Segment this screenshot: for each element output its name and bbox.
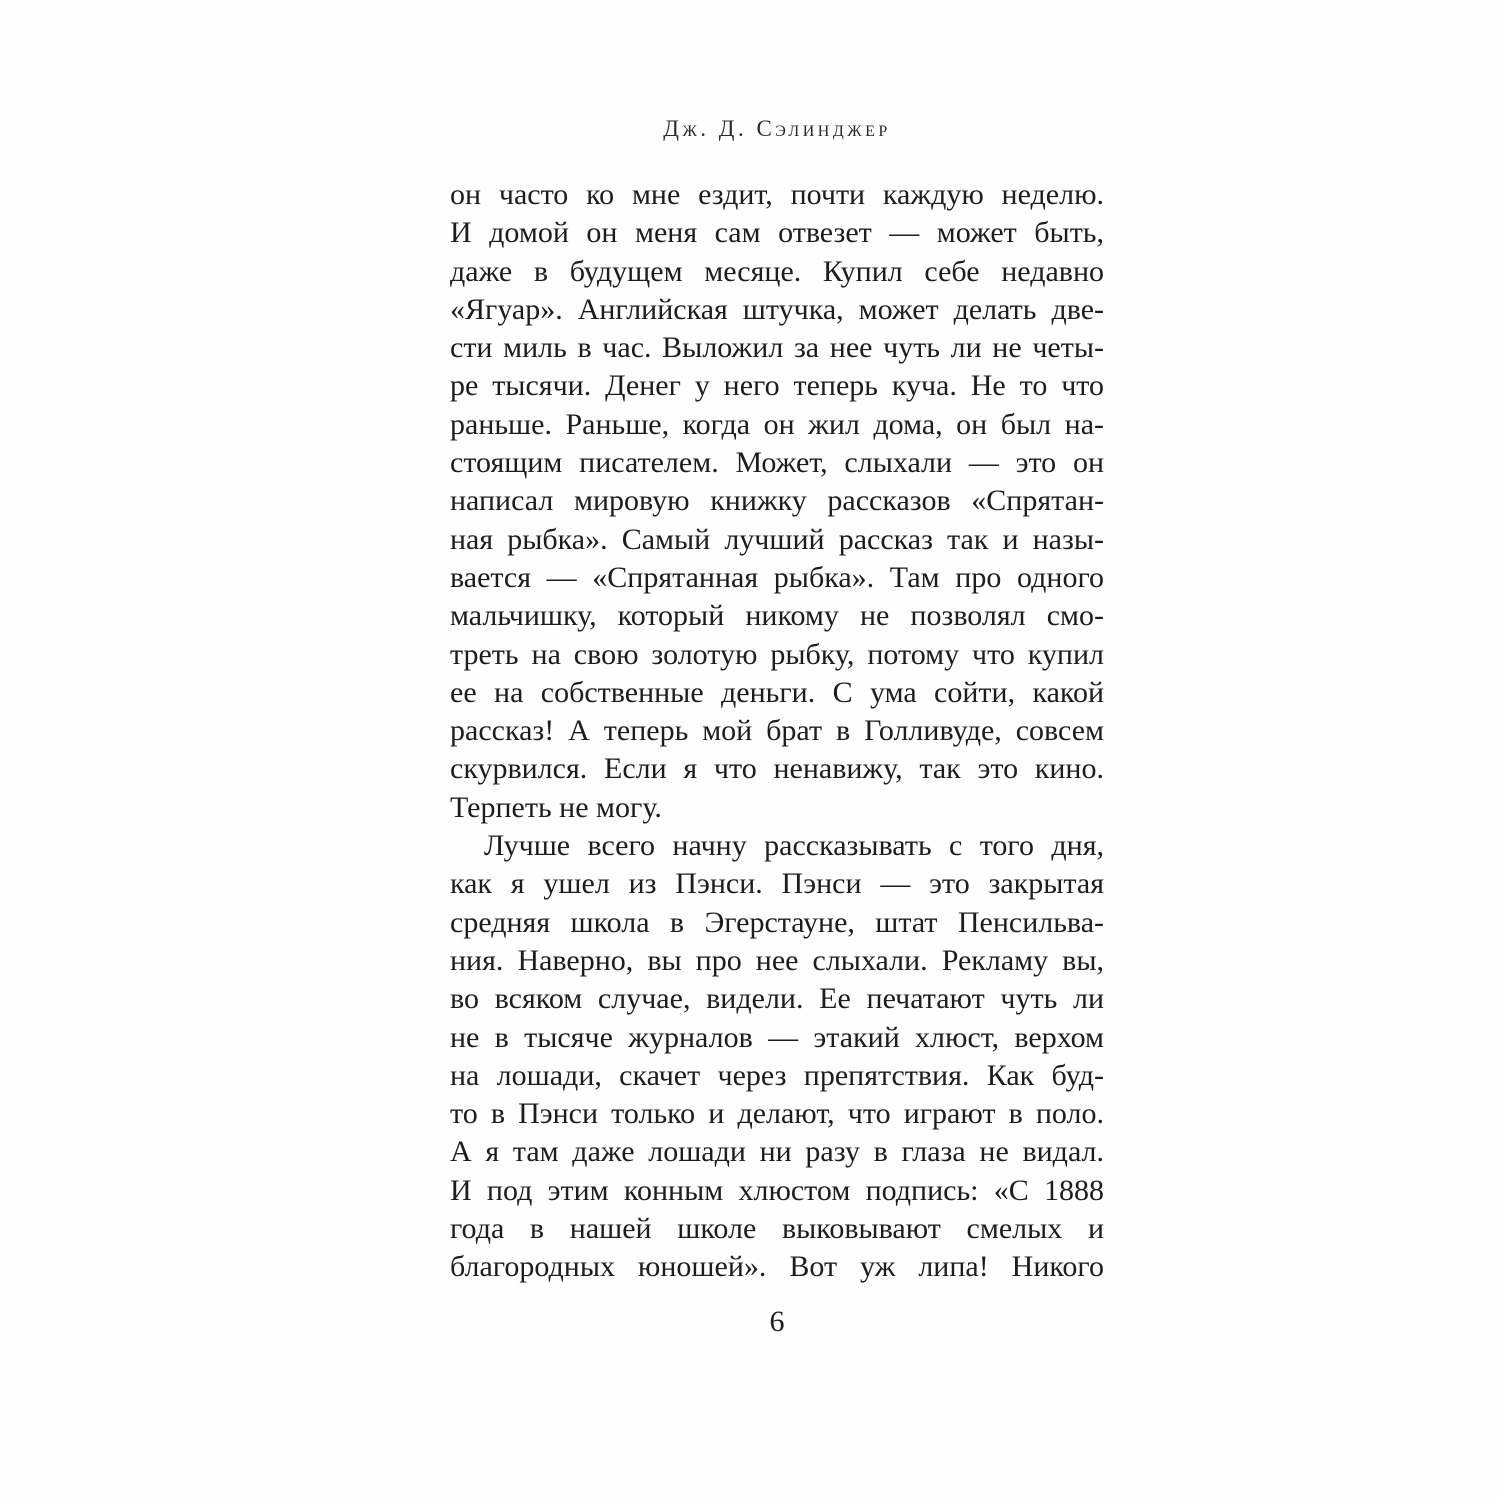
text-line: то в Пэнси только и делают, что играют в поло. (450, 1097, 1104, 1131)
text-line: рассказ! А теперь мой брат в Голливуде, совсем (450, 714, 1104, 748)
text-line: как я ушел из Пэнси. Пэнси — это закрытая (450, 867, 1104, 901)
text-line: на лошади, скачет через препятствия. Как буд- (450, 1058, 1104, 1092)
text-line: написал мировую книжку рассказов «Спрятан- (450, 484, 1104, 518)
text-column (450, 176, 1104, 1287)
text-line: И домой он меня сам отвезет — может быть, (450, 216, 1104, 250)
page-number: 6 (769, 1305, 785, 1338)
text-line: года в нашей школе выковывают смелых и (450, 1212, 1104, 1246)
text-line: даже в будущем месяце. Купил себе недавно (450, 254, 1104, 288)
text-line: стоящим писателем. Может, слыхали — это он (450, 446, 1104, 480)
text-line: ния. Наверно, вы про нее слыхали. Рекламу вы, (450, 943, 1104, 977)
text-line: не в тысяче журналов — этакий хлюст, верхом (450, 1020, 1104, 1054)
text-line: сти миль в час. Выложил за нее чуть ли не четы- (450, 331, 1104, 365)
text-line: треть на свою золотую рыбку, потому что купил (450, 637, 1104, 671)
text-line: вается — «Спрятанная рыбка». Там про одного (450, 560, 1104, 594)
text-line: во всяком случае, видели. Ее печатают чуть ли (450, 982, 1104, 1016)
text-line: ная рыбка». Самый лучший рассказ так и назы- (450, 522, 1104, 556)
text-line: ре тысячи. Денег у него теперь куча. Не то что (450, 369, 1104, 403)
text-line: «Ягуар». Английская штучка, может делать две- (450, 292, 1104, 326)
text-line: А я там даже лошади ни разу в глаза не видал. (450, 1135, 1104, 1169)
text-line: раньше. Раньше, когда он жил дома, он был на- (450, 407, 1104, 441)
text-line: И под этим конным хлюстом подпись: «С 1888 (450, 1173, 1104, 1207)
text-line: скурвился. Если я что ненавижу, так это кино. (450, 752, 1104, 786)
text-line: ее на собственные деньги. С ума сойти, какой (450, 675, 1104, 709)
text-line: благородных юношей». Вот уж липа! Никого (450, 1250, 1104, 1284)
text-line: мальчишку, который никому не позволял смо- (450, 599, 1104, 633)
text-line: он часто ко мне ездит, почти каждую неделю. (450, 178, 1104, 211)
running-head-author: Дж. Д. Сэлинджер (663, 116, 891, 141)
text-line: Терпеть не могу. (450, 790, 662, 824)
text-line: средняя школа в Эгерстауне, штат Пенсильва- (450, 905, 1104, 939)
text-line: Лучше всего начну рассказывать с того дня, (484, 829, 1104, 863)
